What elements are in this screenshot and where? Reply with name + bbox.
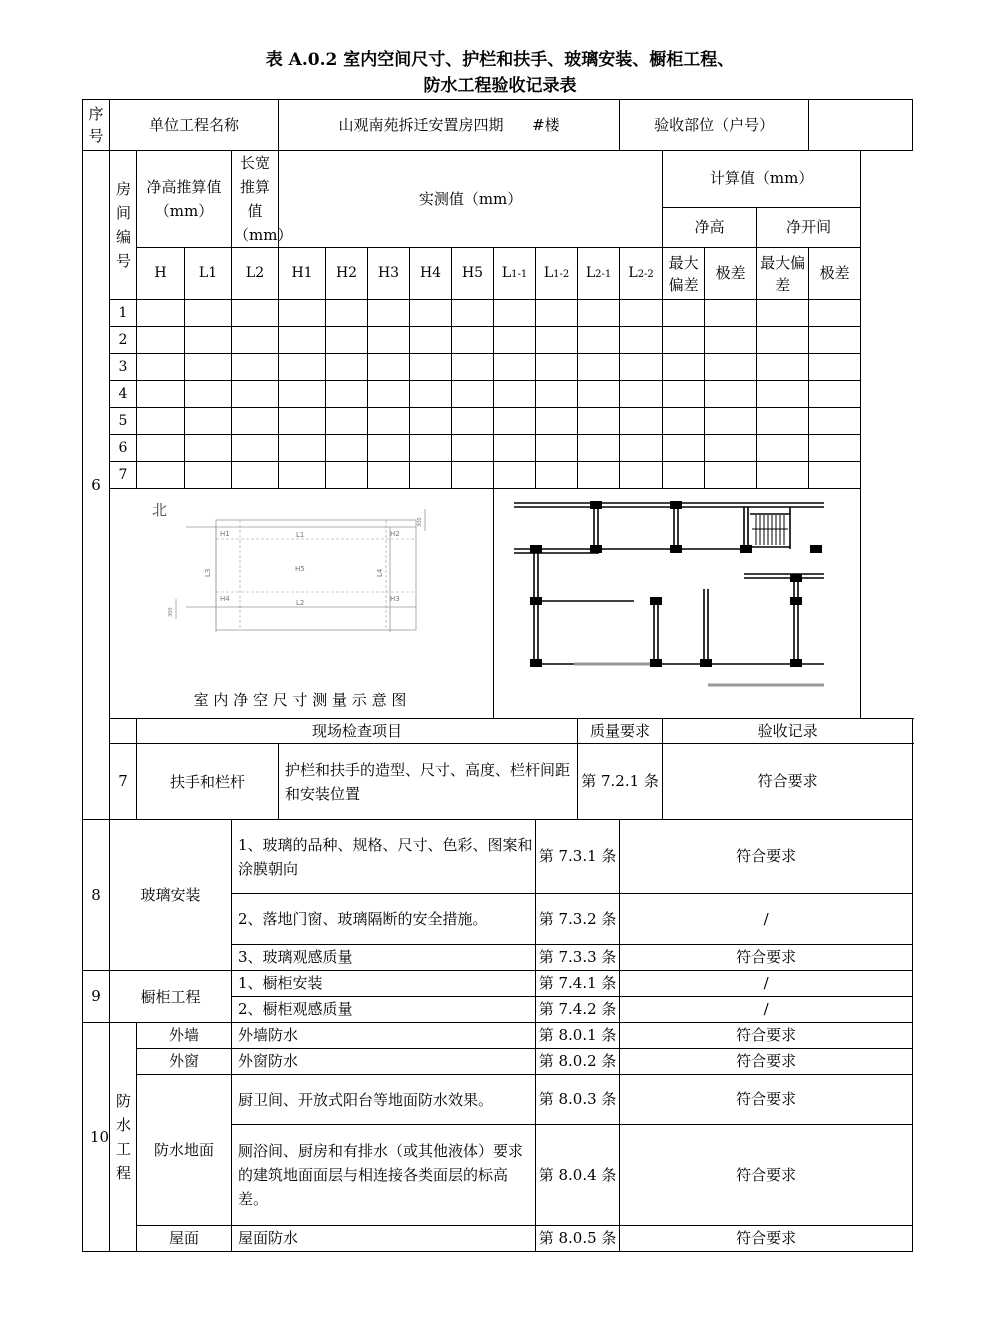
roof-requirement: 第 8.0.5 条 [536,1226,620,1252]
exterior-wall-label: 外墙 [137,1023,232,1049]
diagram-label-l2: L2 [296,599,305,607]
section9-number: 9 [83,971,110,1023]
diagram-label-300-left: 300 [168,607,174,617]
net-span-header: 净开间 [757,207,861,247]
waterproof-floor-label: 防水地面 [137,1075,232,1226]
measurement-diagram-cell [110,489,494,719]
inspection-part-label: 验收部位（户号） [620,100,809,151]
form-title-line1: 表 A.0.2 室内空间尺寸、护栏和扶手、玻璃安装、橱柜工程、 [265,50,735,70]
col-h5: H5 [452,248,494,300]
table-row [83,435,913,462]
blank-cell [110,719,137,744]
section7-item: 护栏和扶手的造型、尺寸、高度、栏杆间距和安装位置 [279,744,578,820]
section10-category: 防水工程 [110,1023,137,1252]
section7-requirement: 第 7.2.1 条 [578,744,663,820]
acceptance-record-header: 验收记录 [663,719,913,744]
col-span-max-dev: 最大偏差 [757,248,809,300]
col-h2: H2 [326,248,368,300]
table-row [83,381,913,408]
col-l2: L2 [232,248,279,300]
room-number: 2 [110,327,137,354]
room-number: 4 [110,381,137,408]
waterproof-floor-record2: 符合要求 [620,1125,913,1226]
section7-category: 扶手和栏杆 [137,744,279,820]
inspection-item-header: 现场检查项目 [137,719,578,744]
project-name-cell [279,100,620,151]
measurement-diagram [110,489,491,718]
exterior-wall-record: 符合要求 [620,1023,913,1049]
section9-item2: 2、橱柜观感质量 [232,997,536,1023]
room-number-header: 房间编号 [110,151,137,300]
project-name-value: 山观南苑拆迁安置房四期 [338,115,504,134]
lw-calc-header: 长宽推算值（mm） [232,151,279,248]
waterproof-floor-item1: 厨卫间、开放式阳台等地面防水效果。 [232,1075,536,1125]
col-height-range: 极差 [705,248,757,300]
diagram-label-l1: L1 [296,531,305,539]
section8-item2: 2、落地门窗、玻璃隔断的安全措施。 [232,894,536,945]
diagram-label-h4: H4 [220,595,230,603]
exterior-wall-requirement: 第 8.0.1 条 [536,1023,620,1049]
inspection-part-value [809,100,913,151]
col-h3: H3 [368,248,410,300]
section8-number: 8 [83,820,110,971]
col-span-range: 极差 [809,248,861,300]
measured-value-header: 实测值（mm） [279,151,663,248]
section9-requirement1: 第 7.4.1 条 [536,971,620,997]
col-l2-2: L2-2 [620,248,663,300]
col-l1-2: L1-2 [536,248,578,300]
diagram-label-h5: H5 [295,565,305,573]
section7-record: 符合要求 [663,744,913,820]
roof-item: 屋面防水 [232,1226,536,1252]
exterior-wall-item: 外墙防水 [232,1023,536,1049]
net-height-calc-header: 净高推算值（mm） [137,151,232,248]
exterior-window-requirement: 第 8.0.2 条 [536,1049,620,1075]
floor-plan-diagram [494,489,869,718]
room-number: 5 [110,408,137,435]
quality-requirement-header: 质量要求 [578,719,663,744]
section6-number: 6 [83,151,110,820]
diagram-label-l4: L4 [376,568,384,577]
section9-category: 橱柜工程 [110,971,232,1023]
seq-header: 序号 [83,100,110,151]
section8-category: 玻璃安装 [110,820,232,971]
form-title-line2: 防水工程验收记录表 [423,76,577,96]
diagram-caption: 室 内 净 空 尺 寸 测 量 示 意 图 [193,691,407,709]
building-value: #楼 [532,115,560,134]
col-h1: H1 [279,248,326,300]
room-number: 7 [110,462,137,489]
diagram-label-h2: H2 [390,530,400,538]
acceptance-record-table [82,99,913,1252]
table-row [83,327,913,354]
net-height-header: 净高 [663,207,757,247]
col-h4: H4 [410,248,452,300]
section8-record2: / [620,894,913,945]
diagram-label-h3: H3 [390,595,400,603]
waterproof-floor-record1: 符合要求 [620,1075,913,1125]
diagram-label-l3: L3 [204,568,212,577]
table-row [83,354,913,381]
north-label: 北 [152,501,168,519]
table-row [83,300,913,327]
section9-record1: / [620,971,913,997]
computed-value-header: 计算值（mm） [663,151,861,208]
section8-item3: 3、玻璃观感质量 [232,945,536,971]
section8-item1: 1、玻璃的品种、规格、尺寸、色彩、图案和涂膜朝向 [232,820,536,894]
section9-item1: 1、橱柜安装 [232,971,536,997]
section8-requirement1: 第 7.3.1 条 [536,820,620,894]
section7-number: 7 [110,744,137,820]
room-number: 1 [110,300,137,327]
section8-requirement3: 第 7.3.3 条 [536,945,620,971]
col-l1-1: L1-1 [494,248,536,300]
exterior-window-item: 外窗防水 [232,1049,536,1075]
section9-record2: / [620,997,913,1023]
waterproof-floor-requirement2: 第 8.0.4 条 [536,1125,620,1226]
room-number: 3 [110,354,137,381]
table-row [83,462,913,489]
waterproof-floor-requirement1: 第 8.0.3 条 [536,1075,620,1125]
project-name-label: 单位工程名称 [110,100,279,151]
section9-requirement2: 第 7.4.2 条 [536,997,620,1023]
section8-requirement2: 第 7.3.2 条 [536,894,620,945]
exterior-window-label: 外窗 [137,1049,232,1075]
section10-number: 10 [83,1023,110,1252]
col-l2-1: L2-1 [578,248,620,300]
roof-record: 符合要求 [620,1226,913,1252]
section8-record1: 符合要求 [620,820,913,894]
diagram-label-h1: H1 [220,530,230,538]
col-height-max-dev: 最大偏差 [663,248,705,300]
floor-plan-cell [494,489,861,719]
col-l1: L1 [185,248,232,300]
exterior-window-record: 符合要求 [620,1049,913,1075]
room-number: 6 [110,435,137,462]
roof-label: 屋面 [137,1226,232,1252]
table-row [83,408,913,435]
waterproof-floor-item2: 厕浴间、厨房和有排水（或其他液体）要求的建筑地面面层与相连接各类面层的标高差。 [232,1125,536,1226]
diagram-label-300-right: 300 [417,517,423,527]
section8-record3: 符合要求 [620,945,913,971]
col-h: H [137,248,185,300]
